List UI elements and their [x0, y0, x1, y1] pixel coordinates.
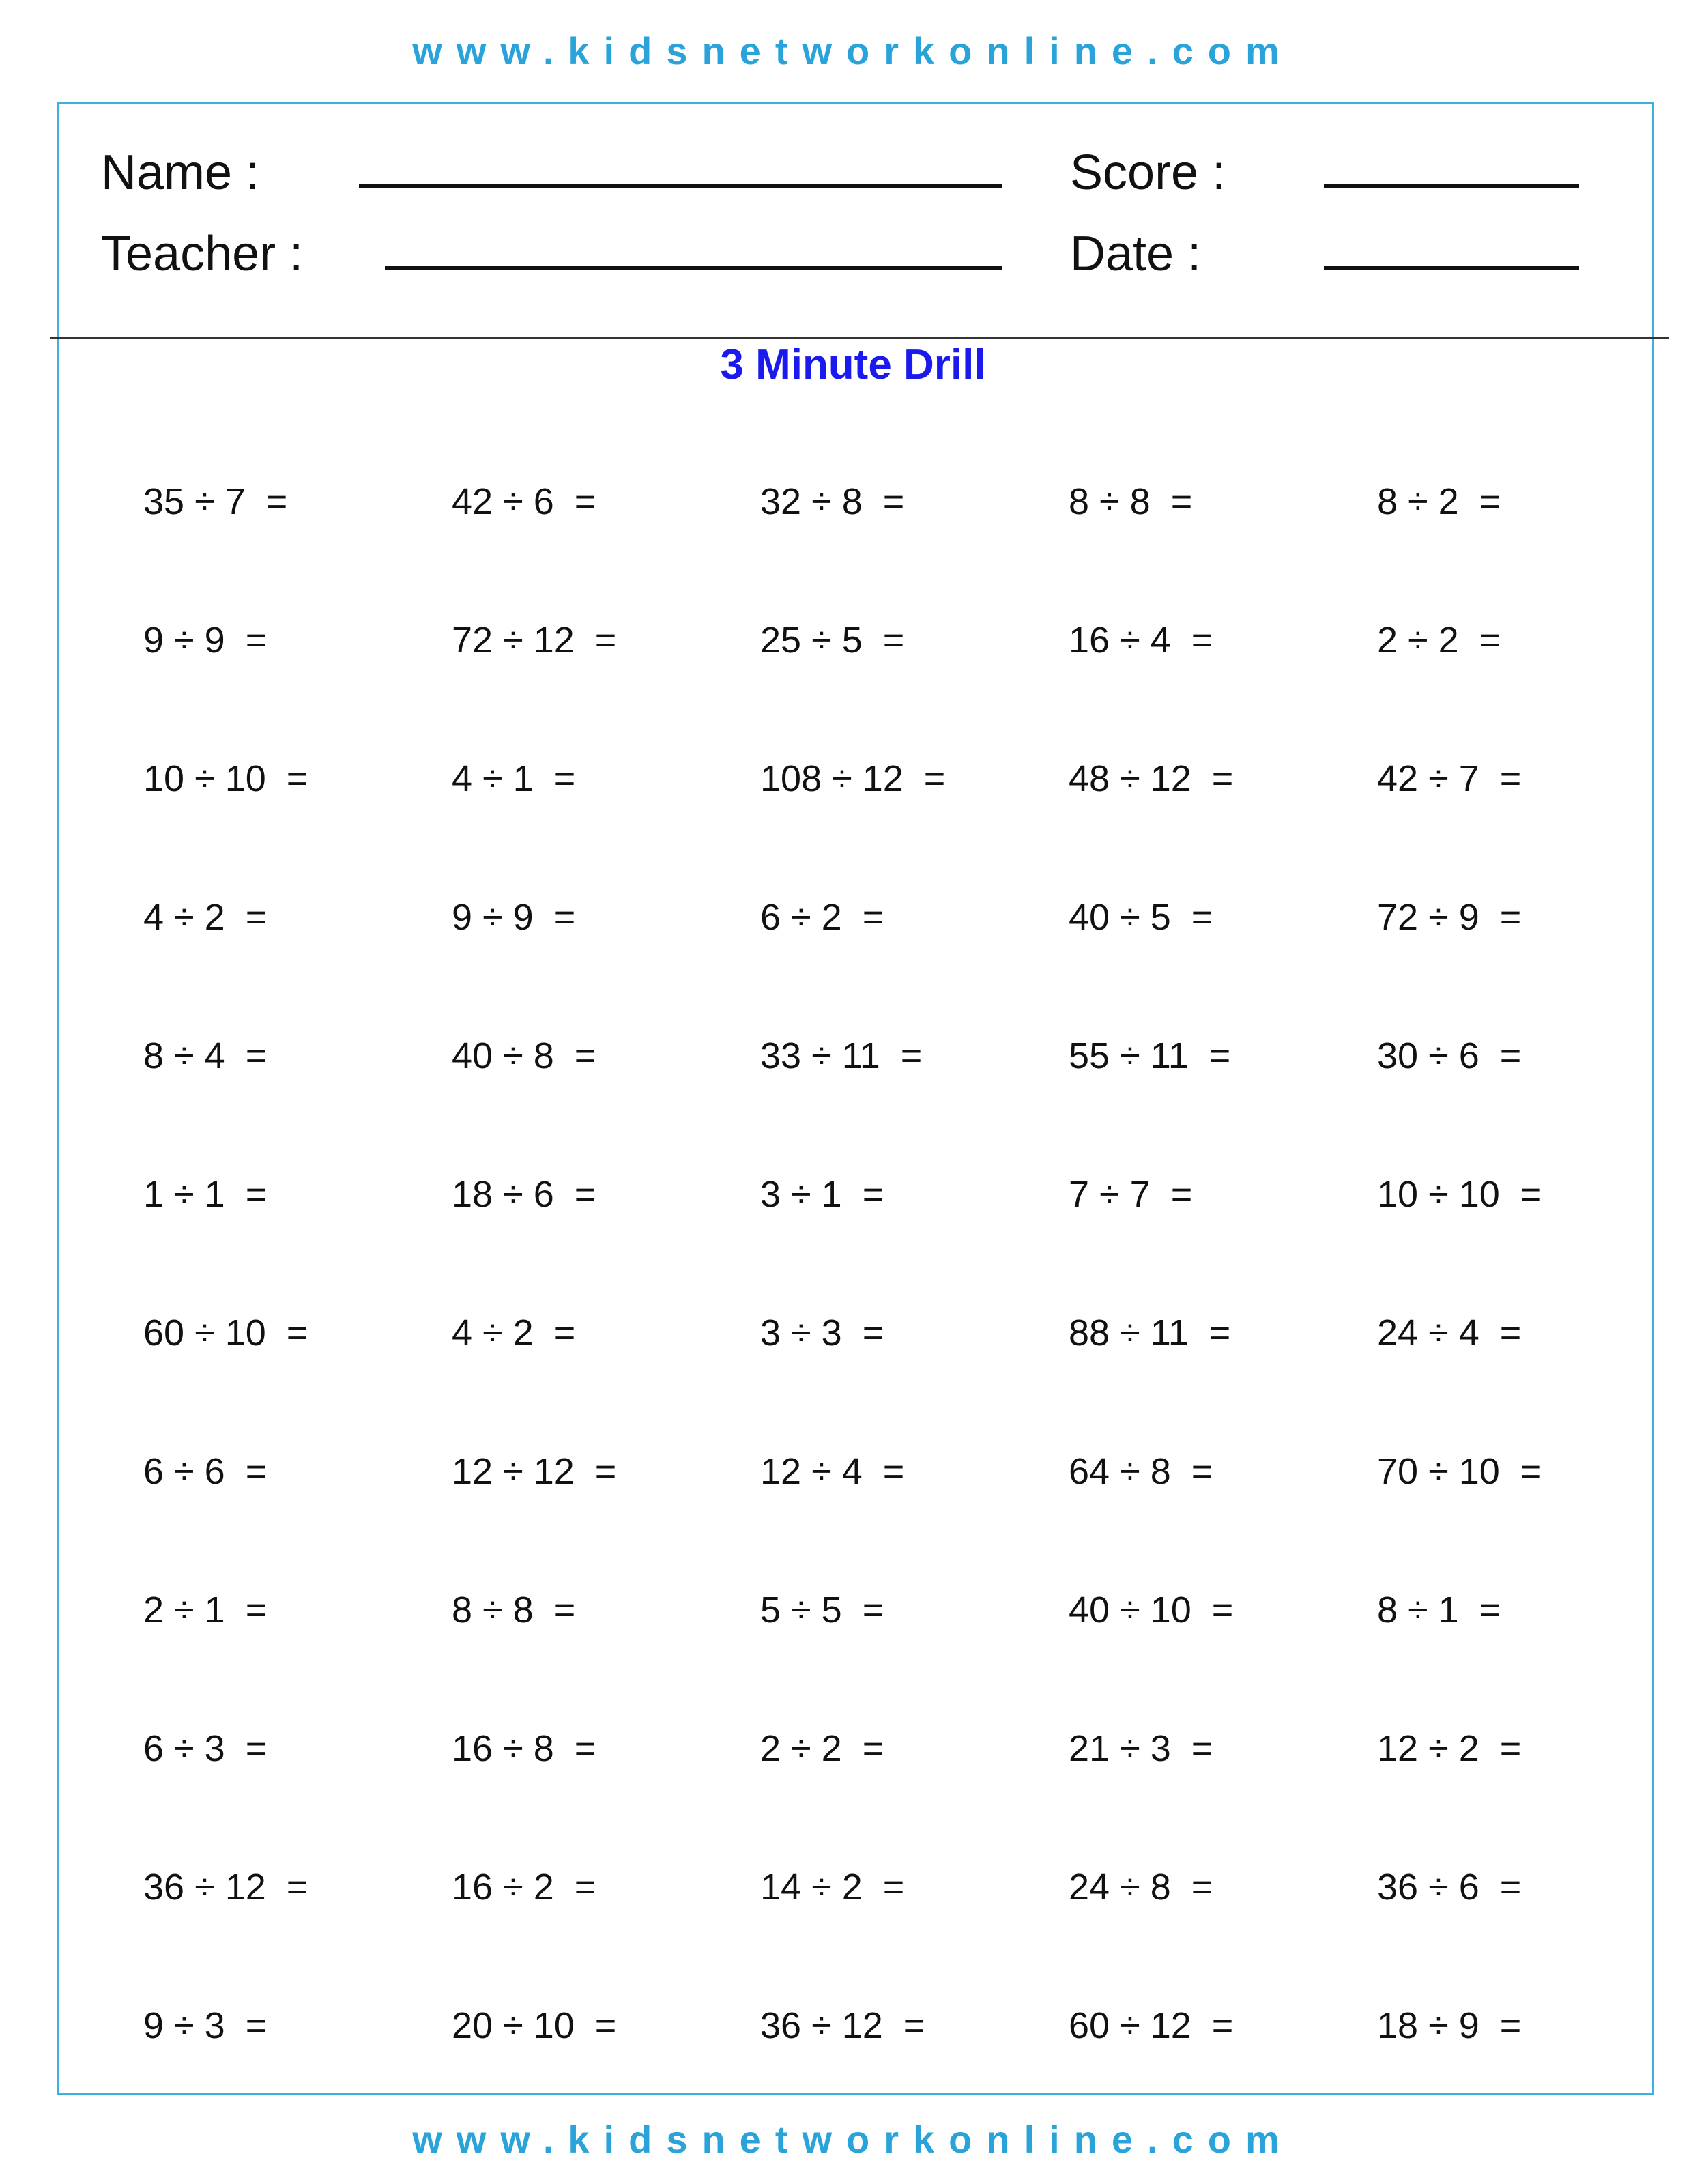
drill-title: 3 Minute Drill — [720, 341, 986, 388]
division-problem: 2 ÷ 2 = — [760, 1728, 884, 1769]
division-problem: 33 ÷ 11 = — [760, 1035, 923, 1076]
division-problem: 48 ÷ 12 = — [1069, 758, 1234, 799]
score-label: Score : — [1070, 145, 1226, 200]
division-problem: 55 ÷ 11 = — [1069, 1035, 1231, 1076]
division-problem: 2 ÷ 2 = — [1377, 620, 1501, 661]
problem-row — [143, 887, 1699, 1025]
division-problem: 24 ÷ 8 = — [1069, 1867, 1213, 1908]
division-problem: 42 ÷ 6 = — [452, 481, 596, 522]
division-problem: 16 ÷ 8 = — [452, 1728, 596, 1769]
division-problem: 10 ÷ 10 = — [143, 758, 308, 799]
date-label: Date : — [1070, 227, 1202, 281]
division-problem: 8 ÷ 8 = — [452, 1590, 576, 1630]
division-problem: 12 ÷ 2 = — [1377, 1728, 1522, 1769]
division-problem: 7 ÷ 7 = — [1069, 1174, 1193, 1215]
division-problem: 5 ÷ 5 = — [760, 1590, 884, 1630]
division-problem: 35 ÷ 7 = — [143, 481, 288, 522]
division-problem: 36 ÷ 6 = — [1377, 1867, 1522, 1908]
division-problem: 72 ÷ 12 = — [452, 620, 617, 661]
division-problem: 64 ÷ 8 = — [1069, 1451, 1213, 1492]
site-url-top: www.kidsnetworkonline.com — [412, 29, 1294, 72]
problem-row — [143, 1164, 1699, 1302]
problem-row — [143, 1025, 1699, 1164]
division-problem: 25 ÷ 5 = — [760, 620, 905, 661]
division-problem: 4 ÷ 2 = — [452, 1312, 576, 1353]
problem-grid — [143, 471, 1699, 2133]
division-problem: 40 ÷ 8 = — [452, 1035, 596, 1076]
division-problem: 9 ÷ 3 = — [143, 2005, 268, 2046]
problem-row — [143, 1856, 1699, 1995]
teacher-input-line[interactable] — [385, 266, 1002, 270]
problem-row — [143, 1302, 1699, 1441]
name-label: Name : — [101, 145, 260, 200]
date-input-line[interactable] — [1324, 266, 1579, 270]
problem-row — [143, 1718, 1699, 1856]
division-problem: 1 ÷ 1 = — [143, 1174, 268, 1215]
division-problem: 32 ÷ 8 = — [760, 481, 905, 522]
division-problem: 24 ÷ 4 = — [1377, 1312, 1522, 1353]
division-problem: 8 ÷ 1 = — [1377, 1590, 1501, 1630]
division-problem: 72 ÷ 9 = — [1377, 897, 1522, 938]
name-input-line[interactable] — [359, 184, 1002, 188]
division-problem: 8 ÷ 4 = — [143, 1035, 268, 1076]
division-problem: 30 ÷ 6 = — [1377, 1035, 1522, 1076]
division-problem: 6 ÷ 3 = — [143, 1728, 268, 1769]
teacher-label: Teacher : — [101, 227, 304, 281]
division-problem: 20 ÷ 10 = — [452, 2005, 617, 2046]
division-problem: 18 ÷ 6 = — [452, 1174, 596, 1215]
problem-row — [143, 748, 1699, 887]
division-problem: 36 ÷ 12 = — [760, 2005, 925, 2046]
problem-row — [143, 471, 1699, 609]
division-problem: 60 ÷ 10 = — [143, 1312, 308, 1353]
division-problem: 40 ÷ 10 = — [1069, 1590, 1234, 1630]
division-problem: 6 ÷ 6 = — [143, 1451, 268, 1492]
division-problem: 10 ÷ 10 = — [1377, 1174, 1542, 1215]
division-problem: 9 ÷ 9 = — [452, 897, 576, 938]
division-problem: 60 ÷ 12 = — [1069, 2005, 1234, 2046]
problem-row — [143, 1579, 1699, 1718]
division-problem: 18 ÷ 9 = — [1377, 2005, 1522, 2046]
division-problem: 9 ÷ 9 = — [143, 620, 268, 661]
division-problem: 40 ÷ 5 = — [1069, 897, 1213, 938]
division-problem: 3 ÷ 3 = — [760, 1312, 884, 1353]
division-problem: 4 ÷ 1 = — [452, 758, 576, 799]
division-problem: 8 ÷ 2 = — [1377, 481, 1501, 522]
division-problem: 4 ÷ 2 = — [143, 897, 268, 938]
problem-row — [143, 609, 1699, 748]
division-problem: 16 ÷ 4 = — [1069, 620, 1213, 661]
division-problem: 70 ÷ 10 = — [1377, 1451, 1542, 1492]
division-problem: 16 ÷ 2 = — [452, 1867, 596, 1908]
site-url-bottom: www.kidsnetworkonline.com — [412, 2118, 1294, 2161]
division-problem: 12 ÷ 12 = — [452, 1451, 617, 1492]
division-problem: 14 ÷ 2 = — [760, 1867, 905, 1908]
score-input-line[interactable] — [1324, 184, 1579, 188]
division-problem: 8 ÷ 8 = — [1069, 481, 1193, 522]
division-problem: 108 ÷ 12 = — [760, 758, 946, 799]
division-problem: 12 ÷ 4 = — [760, 1451, 905, 1492]
problem-row — [143, 1995, 1699, 2133]
division-problem: 3 ÷ 1 = — [760, 1174, 884, 1215]
division-problem: 42 ÷ 7 = — [1377, 758, 1522, 799]
division-problem: 6 ÷ 2 = — [760, 897, 884, 938]
division-problem: 2 ÷ 1 = — [143, 1590, 268, 1630]
division-problem: 36 ÷ 12 = — [143, 1867, 308, 1908]
problem-row — [143, 1441, 1699, 1579]
division-problem: 88 ÷ 11 = — [1069, 1312, 1231, 1353]
division-problem: 21 ÷ 3 = — [1069, 1728, 1213, 1769]
